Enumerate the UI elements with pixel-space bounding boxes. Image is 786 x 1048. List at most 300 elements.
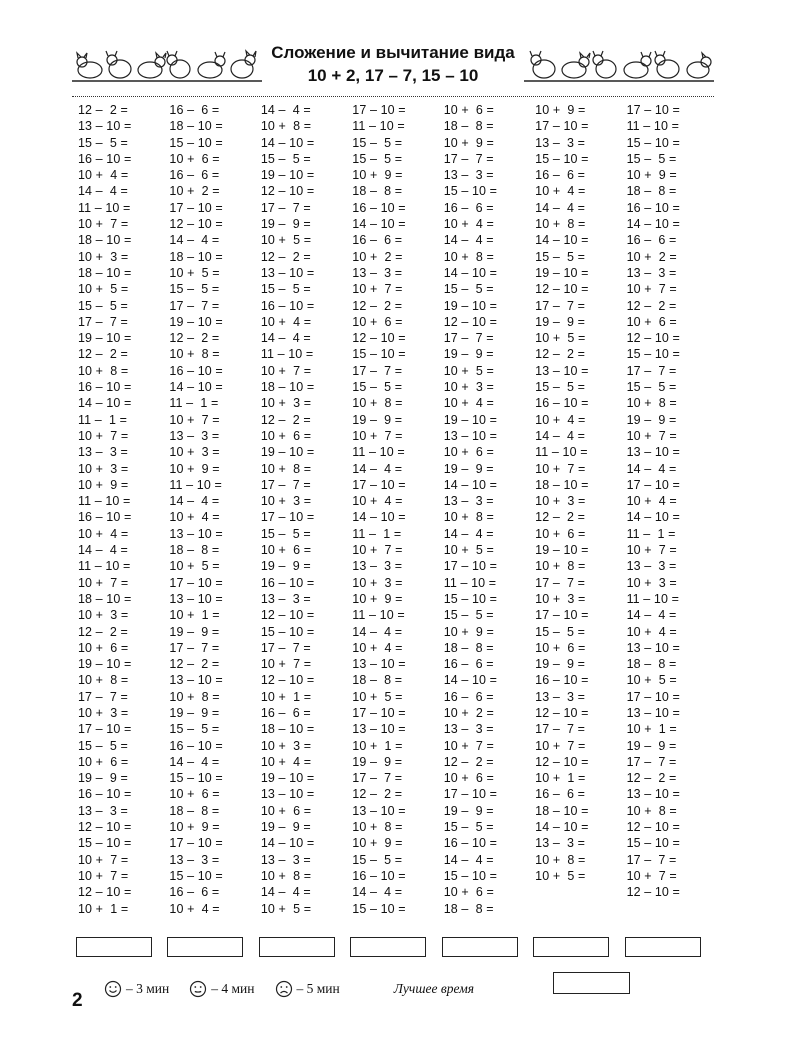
exercise: 14 – 4 = [352,624,403,639]
exercise: 16 – 10 = [169,363,223,378]
answer-box-column-4[interactable] [350,937,426,957]
exercise: 18 – 10 = [78,233,132,248]
exercise: 12 – 2 = [78,624,128,639]
answer-box-column-1[interactable] [76,937,152,957]
exercise: 19 – 9 = [443,347,494,362]
exercise: 15 – 10 = [169,868,223,883]
exercise: 10 + 6 = [78,754,129,769]
exercise: 11 – 10 = [352,119,405,134]
timing-slow-text: – 5 мин [296,981,340,996]
exercise: 16 – 10 = [78,380,132,395]
exercise: 12 – 10 = [260,608,315,623]
exercise: 15 – 5 = [626,151,677,166]
exercise: 10 + 5 = [443,363,494,378]
exercise: 10 + 9 = [352,836,403,851]
exercise: 10 + 8 = [78,673,129,688]
exercise: 10 + 6 = [260,428,312,443]
exercise: 15 – 5 = [443,608,494,623]
exercise: 15 – 5 = [169,282,220,297]
exercise: 13 – 10 = [260,787,315,802]
exercise: 10 + 6 = [169,151,220,166]
exercise: 13 – 10 = [626,640,680,655]
exercise: 16 – 6 = [535,787,586,802]
exercise: 12 – 10 = [260,673,315,688]
answer-box-column-7[interactable] [625,937,701,957]
exercise: 13 – 10 = [260,265,315,280]
exercise: 10 + 7 = [169,412,220,427]
exercise: 10 + 8 = [169,689,220,704]
exercise: 16 – 6 = [535,168,586,183]
exercise: 10 + 4 = [626,494,677,509]
exercise: 16 – 6 = [352,233,403,248]
exercise: 17 – 7 = [260,640,311,655]
exercise: 14 – 4 = [260,103,311,117]
exercise: 14 – 4 = [260,885,311,900]
exercise: 10 + 2 = [352,249,403,264]
exercise: 16 – 10 = [535,396,589,411]
exercise: 14 – 10 = [352,217,406,232]
exercise: 13 – 3 = [78,803,128,818]
exercise: 10 + 5 = [535,868,586,883]
exercise: 13 – 3 = [443,722,494,737]
exercise: 12 – 10 = [78,885,132,900]
exercise: 19 – 9 = [169,705,220,720]
exercise: 12 – 2 = [535,347,586,362]
exercise: 18 – 10 = [169,249,223,264]
exercise: 14 – 10 = [78,396,132,411]
exercise: 13 – 10 = [352,803,406,818]
exercise: 17 – 7 = [535,722,586,737]
exercise: 15 – 10 = [443,591,498,606]
exercise: 15 – 5 = [626,380,677,395]
exercise: 10 + 5 = [352,689,403,704]
exercise: 17 – 7 = [352,771,403,786]
exercise: 10 + 1 = [535,771,586,786]
timing-fast [104,980,169,998]
smiling-face-icon [104,980,122,998]
exercise: 10 + 9 = [169,461,220,476]
exercise: 17 – 7 = [626,754,677,769]
exercise: 17 – 7 = [535,575,586,590]
exercise: 14 – 10 = [260,135,315,150]
exercise: 12 – 10 = [260,184,315,199]
exercise: 10 + 7 = [78,217,129,232]
exercise: 12 – 2 = [443,754,494,769]
timing-medium-text: – 4 мин [211,981,255,996]
exercise: 10 + 4 = [352,494,403,509]
exercise: 12 – 10 = [535,754,589,769]
exercise: 19 – 10 = [443,298,498,313]
exercise: 18 – 10 = [535,477,589,492]
timing-slow [275,980,340,998]
exercise: 13 – 10 = [626,787,680,802]
exercise: 10 + 6 = [78,640,129,655]
exercise: 12 – 10 = [443,314,498,329]
exercise: 10 + 7 = [78,428,129,443]
exercise: 17 – 7 = [535,298,586,313]
answer-box-column-3[interactable] [259,937,335,957]
exercise: 14 – 10 = [260,836,315,851]
exercise: 10 + 8 = [535,852,586,867]
exercise: 19 – 10 = [260,771,315,786]
exercise: 19 – 9 = [260,820,311,835]
exercise: 14 – 4 = [78,543,128,558]
exercise: 14 – 10 = [169,380,223,395]
exercise: 10 + 8 = [443,510,494,525]
exercise: 17 – 10 = [352,103,406,117]
exercise: 15 – 5 = [535,624,586,639]
exercise: 12 – 2 = [352,787,403,802]
exercise: 17 – 10 = [626,477,680,492]
exercise: 16 – 6 = [169,103,220,117]
exercise: 10 + 1 = [78,901,129,916]
exercise: 10 + 1 = [260,689,312,704]
exercise: 16 – 10 = [626,200,680,215]
exercise: 11 – 10 = [78,559,131,574]
exercise: 14 – 4 = [169,494,220,509]
exercise: 10 + 5 = [78,282,129,297]
exercise: 14 – 4 = [260,331,311,346]
exercise: 18 – 10 = [78,591,132,606]
exercise: 16 – 10 = [78,151,132,166]
exercise: 17 – 7 = [352,363,403,378]
exercise: 12 – 2 = [535,510,586,525]
exercise: 10 + 4 = [352,640,403,655]
exercise: 16 – 10 = [352,200,406,215]
exercise: 13 – 3 = [443,168,494,183]
exercise: 11 – 10 = [626,119,680,134]
exercise: 13 – 3 = [443,494,494,509]
exercise: 12 – 10 = [78,820,132,835]
exercise: 10 + 9 = [626,168,677,183]
exercise: 10 + 7 = [78,852,129,867]
exercise: 12 – 2 = [626,771,677,786]
exercise: 17 – 10 = [535,119,589,134]
exercise: 16 – 6 = [169,885,220,900]
dotted-divider [72,96,714,97]
exercise: 12 – 2 = [169,331,220,346]
exercise: 14 – 4 = [626,608,677,623]
exercise: 13 – 3 = [535,135,586,150]
exercise: 10 + 4 = [626,624,677,639]
exercise: 10 + 6 = [260,803,312,818]
exercise: 15 – 5 = [443,820,494,835]
exercise: 10 + 7 = [352,428,403,443]
exercise: 17 – 10 = [260,510,315,525]
exercise: 10 + 8 = [260,868,312,883]
exercise: 14 – 4 = [535,200,586,215]
exercise: 17 – 7 = [443,331,494,346]
exercise: 10 + 2 = [443,705,494,720]
answer-boxes-row [76,937,716,957]
exercise: 10 + 5 = [169,265,220,280]
exercise: 10 + 3 = [352,575,403,590]
exercise: 11 – 10 = [352,445,405,460]
exercise: 14 – 4 = [626,461,677,476]
exercise: 10 + 7 = [260,657,312,672]
answer-box-column-6[interactable] [533,937,609,957]
exercise: 10 + 4 = [260,314,312,329]
exercise: 10 + 9 = [169,820,220,835]
exercise-column-1 [78,102,169,928]
exercise: 18 – 10 = [260,722,315,737]
exercise: 10 + 6 = [626,314,677,329]
exercise: 16 – 10 = [535,673,589,688]
exercise: 18 – 8 = [443,119,494,134]
title-line-1: Сложение и вычитание вида [271,43,515,62]
answer-box-column-5[interactable] [442,937,518,957]
exercise: 15 – 10 = [443,868,498,883]
exercise: 10 + 3 = [169,445,220,460]
exercise: 10 + 9 = [78,477,129,492]
exercise: 12 – 10 = [169,217,223,232]
exercise: 17 – 10 = [169,200,223,215]
exercise: 17 – 10 = [443,559,498,574]
neutral-face-icon [189,980,207,998]
exercise: 10 + 4 = [78,168,129,183]
exercise: 11 – 1 = [169,396,219,411]
exercise: 11 – 10 = [535,445,588,460]
exercise: 10 + 4 = [443,396,494,411]
exercise: 16 – 6 = [626,233,677,248]
exercise: 15 – 10 = [443,184,498,199]
exercise: 17 – 7 = [443,151,494,166]
exercise: 16 – 10 = [260,298,315,313]
exercise: 17 – 10 = [169,836,223,851]
exercise: 17 – 7 = [78,689,128,704]
exercise: 15 – 5 = [260,282,311,297]
exercise: 16 – 10 = [352,868,406,883]
exercise: 13 – 3 = [169,428,220,443]
exercise: 16 – 10 = [78,787,132,802]
exercise: 10 + 4 = [535,412,586,427]
best-time-label: Лучшее время [393,981,475,996]
exercise: 15 – 10 = [626,836,680,851]
exercise: 18 – 8 = [443,901,494,916]
best-time-box[interactable] [553,972,630,994]
exercise: 18 – 8 = [169,803,220,818]
exercise: 13 – 3 = [352,559,403,574]
worksheet-header [72,42,714,94]
worksheet-title [262,42,524,88]
exercise: 16 – 6 = [443,657,494,672]
exercise: 11 – 10 = [352,608,405,623]
exercise: 10 + 9 = [443,624,494,639]
exercise: 17 – 10 = [535,608,589,623]
exercise: 13 – 10 = [169,673,223,688]
exercise: 11 – 1 = [352,526,402,541]
exercise: 13 – 10 = [78,119,132,134]
exercise: 10 + 1 = [352,738,403,753]
exercise: 10 + 4 = [443,217,494,232]
exercise: 17 – 10 = [443,787,498,802]
exercise: 15 – 5 = [260,526,311,541]
exercise: 10 + 6 = [443,885,494,900]
exercise: 18 – 8 = [443,640,494,655]
sad-face-icon [275,980,293,998]
exercise: 10 + 6 = [535,526,586,541]
exercise: 14 – 10 = [626,510,680,525]
exercise: 13 – 10 = [626,705,680,720]
exercise: 16 – 6 = [443,200,494,215]
exercise: 10 + 3 = [443,380,494,395]
exercise: 10 + 8 = [169,347,220,362]
exercise: 11 – 10 = [443,575,497,590]
exercise: 13 – 10 = [352,722,406,737]
exercise: 10 + 6 = [535,640,586,655]
exercise: 12 – 2 = [626,298,677,313]
exercise: 10 + 8 = [626,396,677,411]
exercise: 10 + 5 = [443,543,494,558]
exercise: 10 + 8 = [352,396,403,411]
exercise: 14 – 4 = [169,754,220,769]
exercise: 10 + 3 = [535,591,586,606]
exercise: 12 – 2 = [78,103,128,117]
exercise: 10 + 8 = [260,461,312,476]
exercise: 12 – 2 = [352,298,403,313]
exercise: 17 – 7 = [260,477,311,492]
exercise: 10 + 8 = [535,217,586,232]
exercise: 19 – 9 = [626,738,677,753]
exercise: 14 – 4 = [352,885,403,900]
exercise: 10 + 6 = [352,314,403,329]
timing-legend [104,978,474,1000]
exercise: 14 – 10 = [626,217,680,232]
exercise: 10 + 4 = [169,901,220,916]
exercise: 10 + 8 = [78,363,129,378]
exercise: 17 – 7 = [626,363,677,378]
exercise: 13 – 3 = [535,836,586,851]
exercise: 17 – 10 = [352,477,406,492]
exercise: 15 – 5 = [535,249,586,264]
exercise: 14 – 10 = [443,673,498,688]
exercise: 13 – 10 = [169,591,223,606]
exercise: 15 – 5 = [535,380,586,395]
exercise: 10 + 7 = [352,282,403,297]
exercise: 12 – 10 = [626,331,680,346]
exercise: 15 – 10 = [169,135,223,150]
exercise: 18 – 10 = [535,803,589,818]
exercise: 10 + 6 = [443,103,494,117]
exercise: 16 – 6 = [260,705,311,720]
exercise: 10 + 4 = [535,184,586,199]
exercise: 19 – 9 = [535,657,586,672]
exercise: 17 – 7 = [169,640,220,655]
exercise: 16 – 10 = [78,510,132,525]
exercise: 15 – 5 = [352,380,403,395]
exercise: 15 – 5 = [352,852,403,867]
exercise-column-5 [444,102,535,928]
exercise-column-6 [535,102,626,928]
exercise: 10 + 5 = [169,559,220,574]
exercise: 10 + 4 = [169,510,220,525]
exercise: 13 – 10 = [352,657,406,672]
exercise: 17 – 7 = [78,314,128,329]
exercise: 10 + 8 = [626,803,677,818]
answer-box-column-2[interactable] [167,937,243,957]
exercise: 10 + 3 = [260,494,312,509]
exercise: 10 + 1 = [169,608,220,623]
exercise: 17 – 10 = [169,575,223,590]
exercise: 14 – 10 = [352,510,406,525]
exercise: 19 – 9 = [535,314,586,329]
exercise: 10 + 3 = [626,575,677,590]
exercise: 14 – 10 = [535,233,589,248]
exercise: 10 + 6 = [443,771,494,786]
animal-banner-illustration [72,48,262,86]
exercise: 13 – 3 = [535,689,586,704]
exercise: 19 – 9 = [169,624,220,639]
exercise: 10 + 4 = [260,754,312,769]
exercise: 19 – 9 = [443,803,494,818]
exercise: 10 + 9 = [443,135,494,150]
exercise: 18 – 10 = [260,380,315,395]
exercise-column-2 [169,102,260,928]
timing-medium [189,980,254,998]
exercise: 10 + 9 = [352,591,403,606]
exercise: 10 + 2 = [169,184,220,199]
exercise: 15 – 5 = [352,135,403,150]
exercise: 10 + 7 = [626,543,677,558]
exercise: 17 – 10 = [78,722,132,737]
exercise-grid [78,102,718,928]
exercise: 10 + 6 = [260,543,312,558]
exercise: 11 – 10 = [78,200,131,215]
exercise: 18 – 8 = [169,543,220,558]
exercise: 17 – 10 = [626,689,680,704]
exercise: 15 – 5 = [169,722,220,737]
timing-fast-text: – 3 мин [126,981,170,996]
exercise: 15 – 5 = [78,298,128,313]
exercise: 14 – 4 = [443,852,494,867]
exercise: 10 + 3 = [260,738,312,753]
exercise: 19 – 9 = [352,412,403,427]
exercise: 10 + 7 = [443,738,494,753]
exercise: 15 – 10 = [260,624,315,639]
exercise: 10 + 3 = [535,494,586,509]
exercise: 19 – 10 = [78,657,132,672]
exercise: 10 + 3 = [78,705,129,720]
exercise: 18 – 8 = [626,184,677,199]
exercise: 10 + 5 = [535,331,586,346]
exercise: 11 – 1 = [626,526,676,541]
exercise: 15 – 5 = [352,151,403,166]
exercise: 10 + 6 = [443,445,494,460]
exercise: 14 – 4 = [352,461,403,476]
exercise: 18 – 10 = [169,119,223,134]
page-number: 2 [72,990,83,1011]
exercise: 11 – 1 = [78,412,127,427]
exercise: 10 + 1 = [626,722,677,737]
exercise: 13 – 10 = [169,526,223,541]
exercise: 19 – 9 = [260,559,311,574]
exercise: 19 – 10 = [535,543,589,558]
exercise: 13 – 3 = [169,852,220,867]
exercise: 11 – 10 = [626,591,680,606]
exercise: 10 + 3 = [78,608,129,623]
exercise: 10 + 5 = [260,901,312,916]
exercise: 15 – 10 = [352,901,406,916]
exercise: 19 – 10 = [535,265,589,280]
exercise: 10 + 4 = [78,526,129,541]
exercise: 12 – 2 = [260,249,311,264]
exercise: 16 – 10 = [443,836,498,851]
exercise: 10 + 8 = [352,820,403,835]
exercise: 10 + 7 = [78,575,129,590]
exercise: 12 – 2 = [260,412,311,427]
exercise: 13 – 3 = [260,591,311,606]
exercise: 10 + 7 = [535,461,586,476]
